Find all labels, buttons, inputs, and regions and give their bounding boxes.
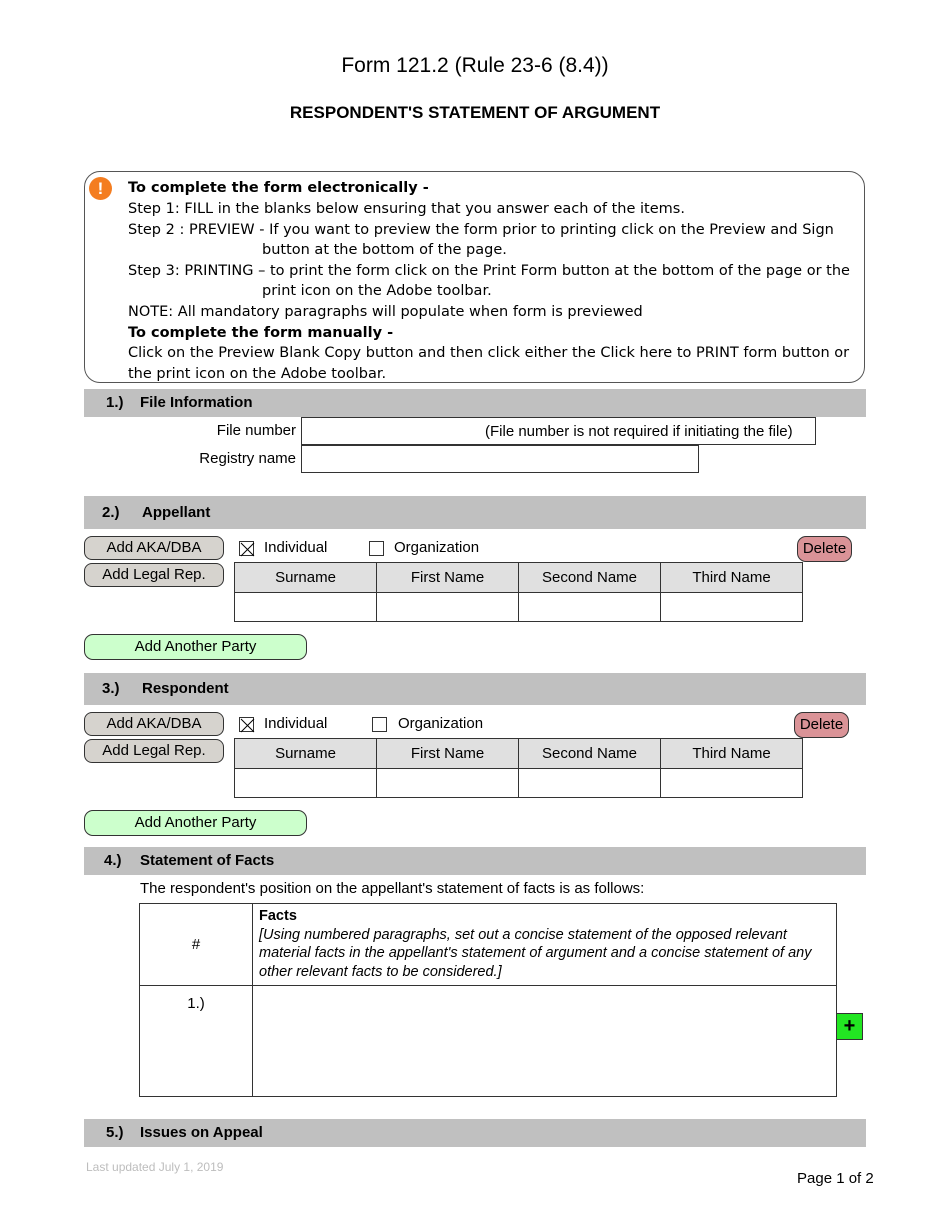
file-number-label: File number — [216, 422, 296, 439]
step-1: Step 1: FILL in the blanks below ensuring that you answer each of the items. — [128, 201, 685, 217]
manual-heading: To complete the form manually - — [128, 325, 394, 341]
file-number-note-box — [475, 417, 816, 445]
document-title: RESPONDENT'S STATEMENT OF ARGUMENT — [289, 103, 661, 122]
section-number: 2.) — [102, 504, 120, 521]
respondent-organization-label: Organization — [398, 715, 484, 732]
facts-table — [139, 903, 837, 1097]
warning-icon: ! — [89, 177, 112, 200]
section-label: Statement of Facts — [140, 852, 275, 869]
last-updated: Last updated July 1, 2019 — [86, 1160, 224, 1174]
form-title: Form 121.2 (Rule 23-6 (8.4)) — [341, 54, 609, 77]
appellant-second-name-input[interactable] — [519, 593, 661, 622]
appellant-add-another-party-button[interactable]: Add Another Party — [84, 634, 307, 660]
step-2: Step 2 : PREVIEW - If you want to preview the form prior to printing click on the Preview and Sign — [128, 222, 834, 238]
appellant-name-table — [234, 562, 803, 622]
section-label: Respondent — [142, 680, 229, 697]
column-surname: Surname — [235, 563, 377, 593]
section-number: 3.) — [102, 680, 120, 697]
section-appellant — [84, 496, 866, 529]
section-number: 1.) — [106, 394, 124, 411]
section-label: File Information — [140, 394, 253, 411]
facts-header-cell — [253, 904, 837, 986]
section-label: Issues on Appeal — [140, 1124, 263, 1141]
respondent-add-legal-rep-button[interactable]: Add Legal Rep. — [84, 739, 224, 763]
manual-line-2: the print icon on the Adobe toolbar. — [128, 366, 387, 382]
column-second-name: Second Name — [519, 563, 661, 593]
respondent-add-another-party-button[interactable]: Add Another Party — [84, 810, 307, 836]
section-number: 5.) — [106, 1124, 124, 1141]
respondent-add-aka-button[interactable]: Add AKA/DBA — [84, 712, 224, 736]
appellant-first-name-input[interactable] — [377, 593, 519, 622]
checkmark-x-icon — [240, 542, 255, 557]
facts-number-header: # — [140, 904, 253, 986]
appellant-third-name-input[interactable] — [661, 593, 803, 622]
manual-line-1: Click on the Preview Blank Copy button and then click either the Click here to PRINT form button or — [128, 345, 850, 361]
add-fact-row-button[interactable]: + — [836, 1013, 863, 1040]
instructions-note: NOTE: All mandatory paragraphs will populate when form is previewed — [128, 304, 643, 320]
step-3-continued: print icon on the Adobe toolbar. — [262, 283, 492, 299]
column-first-name: First Name — [377, 563, 519, 593]
file-number-note: (File number is not required if initiating the file) — [485, 423, 793, 440]
respondent-individual-label: Individual — [264, 715, 328, 732]
appellant-surname-input[interactable] — [235, 593, 377, 622]
step-2-continued: button at the bottom of the page. — [262, 242, 507, 258]
section-number: 4.) — [104, 852, 122, 869]
section-respondent — [84, 673, 866, 705]
column-second-name: Second Name — [519, 739, 661, 769]
appellant-add-aka-button[interactable]: Add AKA/DBA — [84, 536, 224, 560]
appellant-delete-button[interactable]: Delete — [797, 536, 852, 562]
appellant-organization-checkbox[interactable] — [369, 541, 384, 556]
checkmark-x-icon — [240, 718, 255, 733]
column-third-name: Third Name — [661, 563, 803, 593]
respondent-first-name-input[interactable] — [377, 769, 519, 798]
facts-header-title: Facts — [259, 908, 297, 924]
column-first-name: First Name — [377, 739, 519, 769]
respondent-organization-checkbox[interactable] — [372, 717, 387, 732]
section-label: Appellant — [142, 504, 211, 521]
step-3: Step 3: PRINTING – to print the form click on the Print Form button at the bottom of the page or the — [128, 263, 850, 279]
respondent-third-name-input[interactable] — [661, 769, 803, 798]
page-number: Page 1 of 2 — [797, 1170, 874, 1187]
file-number-input[interactable] — [301, 417, 476, 445]
registry-name-input[interactable] — [301, 445, 699, 473]
section-issues-on-appeal — [84, 1119, 866, 1147]
appellant-individual-checkbox[interactable] — [239, 541, 254, 556]
facts-intro: The respondent's position on the appellant's statement of facts is as follows: — [140, 880, 645, 897]
electronic-heading: To complete the form electronically - — [128, 180, 429, 196]
respondent-name-table — [234, 738, 803, 798]
respondent-individual-checkbox[interactable] — [239, 717, 254, 732]
appellant-add-legal-rep-button[interactable]: Add Legal Rep. — [84, 563, 224, 587]
registry-name-label: Registry name — [199, 450, 296, 467]
respondent-second-name-input[interactable] — [519, 769, 661, 798]
section-file-information — [84, 389, 866, 417]
appellant-individual-label: Individual — [264, 539, 328, 556]
facts-row-input[interactable] — [253, 986, 837, 1097]
column-third-name: Third Name — [661, 739, 803, 769]
section-statement-of-facts — [84, 847, 866, 875]
column-surname: Surname — [235, 739, 377, 769]
facts-header-description: [Using numbered paragraphs, set out a concise statement of the opposed relevant material facts in the appellant's statement of argument and a concise statement of any other relevant facts to be considered.] — [259, 926, 812, 980]
facts-row-number: 1.) — [140, 986, 253, 1097]
appellant-organization-label: Organization — [394, 539, 480, 556]
respondent-delete-button[interactable]: Delete — [794, 712, 849, 738]
respondent-surname-input[interactable] — [235, 769, 377, 798]
